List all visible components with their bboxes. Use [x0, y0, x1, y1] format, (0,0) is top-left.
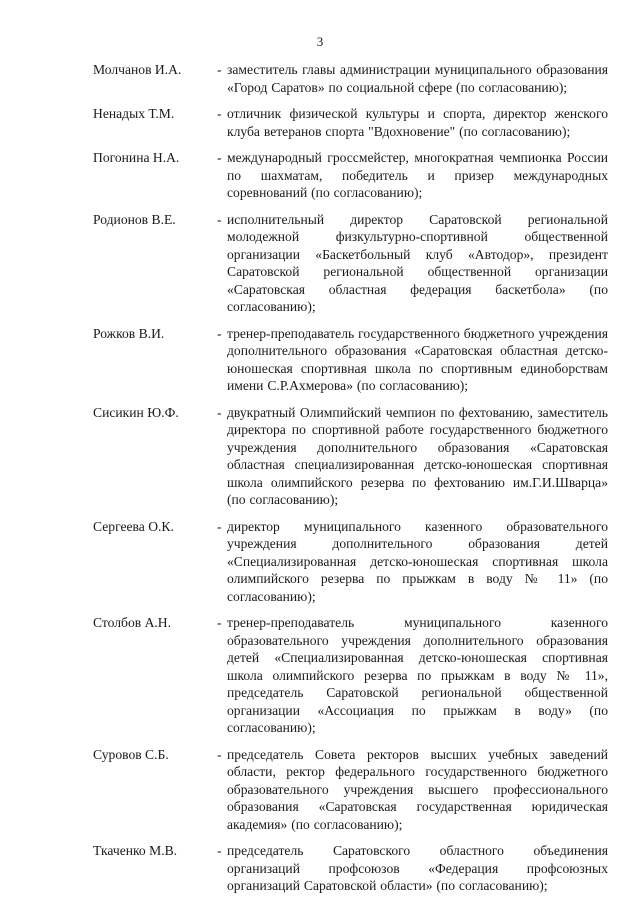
member-name: Родионов В.Е. [93, 211, 176, 227]
dash-separator: - [217, 615, 222, 630]
member-entry [93, 842, 608, 895]
member-description: председатель Саратовского областного объединения организаций профсоюзов «Федерация профсоюзных организаций Саратовской области» (по согласованию); [227, 843, 608, 893]
member-description: тренер-преподаватель государственного бюджетного учреждения дополнительного образования «Саратовская областная детско-юношеская спортивная школа по спортивным единоборствам имени С.Р.Ахмерова» (по согласованию); [227, 325, 608, 393]
dash-separator: - [217, 106, 222, 121]
member-name: Погонина Н.А. [93, 150, 180, 165]
page-number: 3 [316, 34, 324, 49]
member-name: Сергеева О.К. [93, 518, 174, 534]
member-entry [93, 746, 608, 834]
member-name: Молчанов И.А. [93, 62, 182, 77]
member-entry [93, 211, 608, 316]
dash-separator: - [217, 62, 222, 77]
member-entry [93, 325, 608, 395]
dash-separator: - [217, 325, 222, 341]
member-entry [93, 614, 608, 737]
member-name: Ненадых Т.М. [93, 106, 175, 121]
dash-separator: - [217, 150, 222, 165]
member-name: Сисикин Ю.Ф. [93, 404, 179, 420]
member-list [93, 61, 608, 904]
member-entry [93, 149, 608, 202]
member-entry [93, 105, 608, 140]
member-description: председатель Совета ректоров высших учебных заведений области, ректор федерального государственного бюджетного образовательного учреждения высшего профессионального образования «Саратовская государственная юридическая академия» (по согласованию); [227, 746, 608, 832]
member-description: заместитель главы администрации муниципального образования «Город Саратов» по социальной сфере (по согласованию); [227, 62, 608, 95]
dash-separator: - [217, 843, 222, 858]
dash-separator: - [217, 404, 222, 420]
member-description: директор муниципального казенного образовательного учреждения дополнительного образования детей «Специализированная детско-юношеская спортивная школа олимпийского резерва по прыжкам в воду № 11» (по согласованию); [227, 518, 608, 604]
dash-separator: - [217, 211, 222, 227]
member-name: Ткаченко М.В. [93, 843, 178, 858]
member-description: исполнительный директор Саратовской региональной молодежной физкультурно-спортивной общественной организации «Баскетбольный клуб «Автодор», президент Саратовской региональной общественной организации «Саратовская областная федерация баскетбола» (по согласованию); [227, 211, 608, 314]
member-description: двукратный Олимпийский чемпион по фехтованию, заместитель директора по спортивной работе государственного бюджетного учреждения дополнительного образования «Саратовская областная специализированная детско-юношеская спортивная школа олимпийского резерва по фехтованию им.Г.И.Шварца» (по согласованию); [227, 404, 608, 507]
member-description: международный гроссмейстер, многократная чемпионка России по шахматам, победитель и призер международных соревнований (по согласованию); [227, 150, 608, 200]
member-name: Суровов С.Б. [93, 746, 169, 762]
member-name: Столбов А.Н. [93, 615, 172, 630]
member-entry [93, 518, 608, 606]
member-name: Рожков В.И. [93, 325, 165, 341]
dash-separator: - [217, 746, 222, 762]
member-description: отличник физической культуры и спорта, директор женского клуба ветеранов спорта "Вдохновение" (по согласованию); [227, 106, 608, 139]
member-entry [93, 61, 608, 96]
dash-separator: - [217, 518, 222, 534]
member-description: тренер-преподаватель муниципального казенного образовательного учреждения дополнительного образования детей «Специализированная детско-юношеская спортивная школа олимпийского резерва по прыжкам в воду № 11», председатель Саратовской региональной общественной организации «Ассоциация по прыжкам в воду» (по согласованию); [227, 615, 608, 735]
member-entry [93, 404, 608, 509]
